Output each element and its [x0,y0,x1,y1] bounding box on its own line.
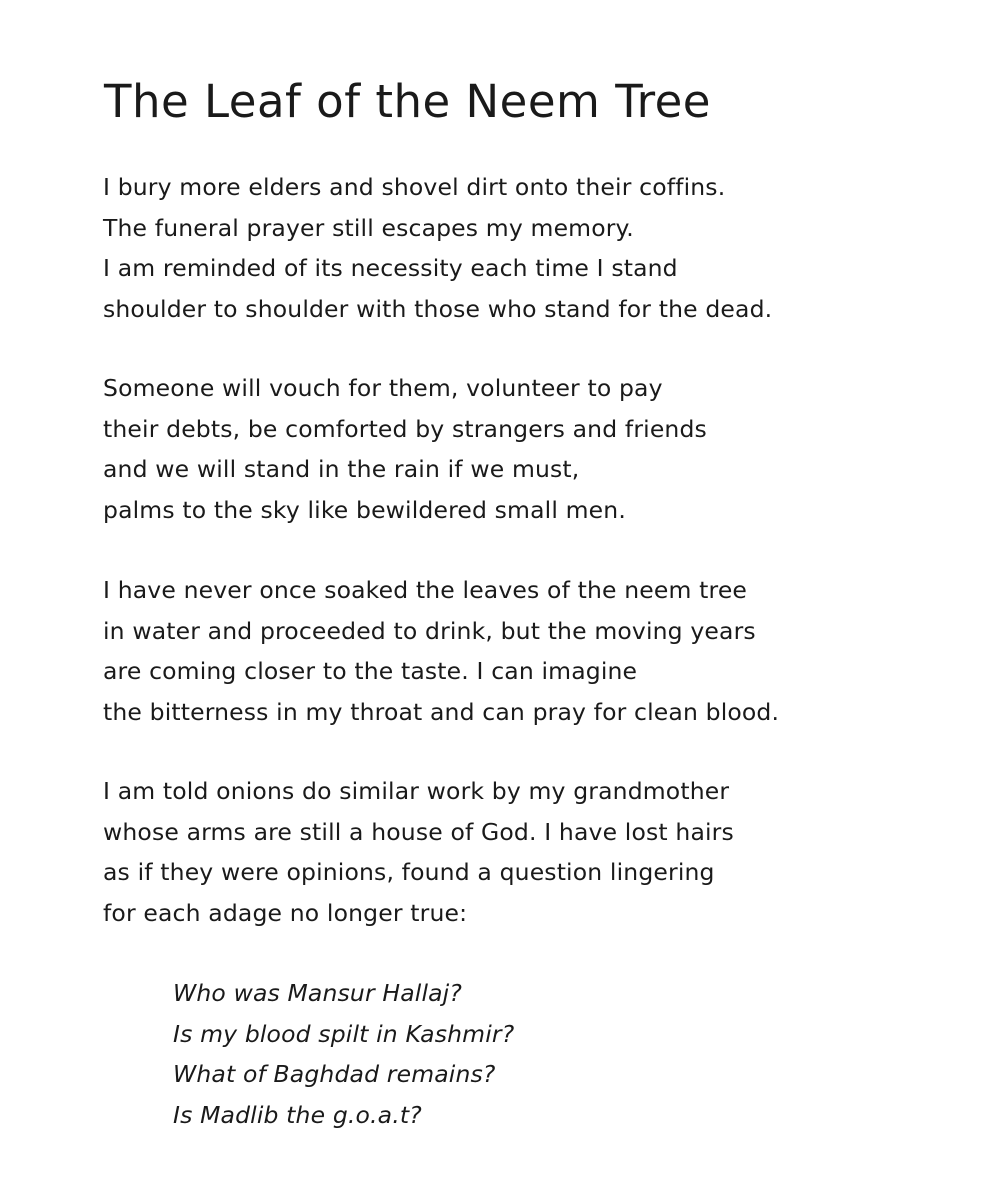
question-line: Who was Mansur Hallaj? [173,979,462,1007]
poem-line: their debts, be comforted by strangers and friends [103,414,707,443]
stanza-2 [103,368,707,530]
poem-line: shoulder to shoulder with those who stand for the dead. [103,294,773,323]
poem-title: The Leaf of the Neem Tree [104,75,711,128]
poem-line: palms to the sky like bewildered small men. [103,495,626,524]
question-line: Is Madlib the g.o.a.t? [173,1100,422,1129]
poem-line: the bitterness in my throat and can pray for clean blood. [103,697,780,726]
poem-line: as if they were opinions, found a question lingering [103,858,715,886]
question-line: Is my blood spilt in Kashmir? [173,1019,515,1048]
poem-line: are coming closer to the taste. I can imagine [103,657,638,685]
stanza-1 [103,167,772,329]
stanza-4 [103,771,734,933]
stanza-3 [103,570,779,732]
question-line: What of Baghdad remains? [173,1060,496,1088]
poem-line: for each adage no longer true: [103,898,468,927]
poem-line: I bury more elders and shovel dirt onto their coffins. [103,173,726,201]
poem-line: whose arms are still a house of God. I have lost hairs [103,817,734,846]
poem-line: I am told onions do similar work by my grandmother [103,777,730,805]
poem-line: I have never once soaked the leaves of the neem tree [103,576,748,604]
stanza-5-italic-questions [173,973,514,1135]
poem-line: The funeral prayer still escapes my memory. [103,213,634,242]
poem-line: in water and proceeded to drink, but the moving years [103,616,756,645]
poem-line: Someone will vouch for them, volunteer to pay [103,374,663,402]
poem-line: and we will stand in the rain if we must, [103,455,580,483]
poem-line: I am reminded of its necessity each time I stand [103,254,678,282]
